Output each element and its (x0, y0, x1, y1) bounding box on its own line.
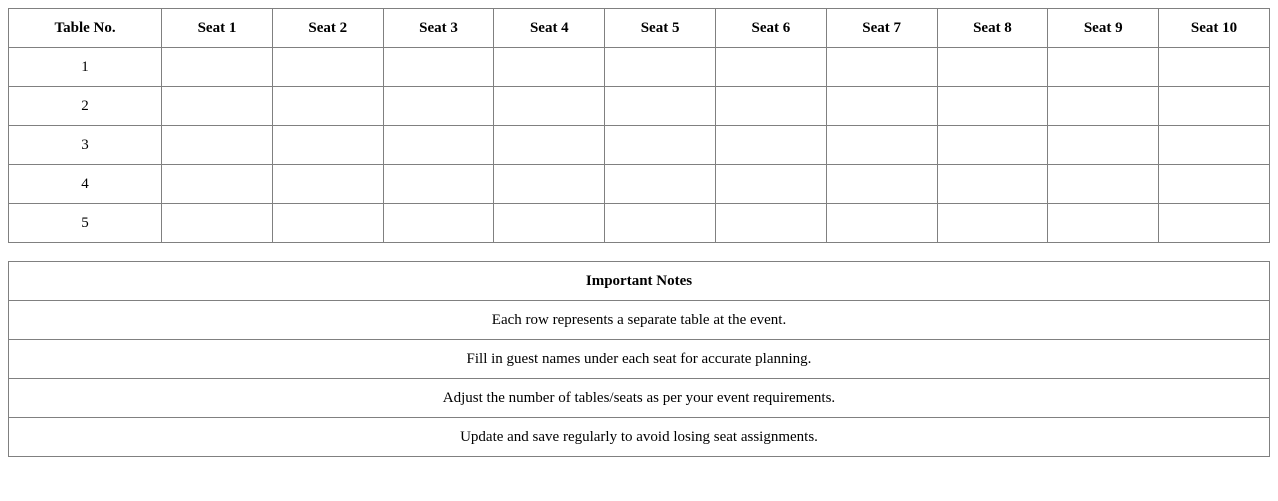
note-row (9, 301, 1270, 340)
seat-cell[interactable] (826, 165, 937, 204)
seat-cell[interactable] (826, 87, 937, 126)
header-seat-6: Seat 6 (715, 9, 826, 48)
seat-cell[interactable] (715, 48, 826, 87)
seat-cell[interactable] (494, 87, 605, 126)
header-seat-1: Seat 1 (162, 9, 273, 48)
table-number-cell: 1 (9, 48, 162, 87)
seat-cell[interactable] (272, 87, 383, 126)
header-seat-5: Seat 5 (605, 9, 716, 48)
seat-cell[interactable] (383, 126, 494, 165)
header-table-no: Table No. (9, 9, 162, 48)
important-notes-table (8, 261, 1270, 457)
seat-cell[interactable] (605, 48, 716, 87)
seat-cell[interactable] (494, 204, 605, 243)
seat-cell[interactable] (826, 204, 937, 243)
note-text: Adjust the number of tables/seats as per your event requirements. (9, 379, 1270, 418)
seat-cell[interactable] (383, 87, 494, 126)
seat-cell[interactable] (605, 126, 716, 165)
table-row (9, 126, 1270, 165)
seat-cell[interactable] (1159, 165, 1270, 204)
seat-cell[interactable] (715, 87, 826, 126)
seat-cell[interactable] (494, 48, 605, 87)
table-number-cell: 2 (9, 87, 162, 126)
seat-cell[interactable] (162, 48, 273, 87)
seat-cell[interactable] (1159, 204, 1270, 243)
table-number-cell: 3 (9, 126, 162, 165)
table-row (9, 87, 1270, 126)
header-seat-3: Seat 3 (383, 9, 494, 48)
table-row (9, 204, 1270, 243)
seat-cell[interactable] (1048, 48, 1159, 87)
seat-cell[interactable] (272, 204, 383, 243)
seat-cell[interactable] (1159, 87, 1270, 126)
seat-cell[interactable] (494, 165, 605, 204)
seat-cell[interactable] (383, 165, 494, 204)
header-seat-2: Seat 2 (272, 9, 383, 48)
seat-cell[interactable] (162, 126, 273, 165)
note-row (9, 379, 1270, 418)
seat-cell[interactable] (1159, 126, 1270, 165)
seat-cell[interactable] (715, 126, 826, 165)
seat-cell[interactable] (937, 204, 1048, 243)
notes-title: Important Notes (9, 262, 1270, 301)
seat-cell[interactable] (383, 204, 494, 243)
seat-cell[interactable] (605, 204, 716, 243)
table-row (9, 165, 1270, 204)
note-text: Update and save regularly to avoid losing seat assignments. (9, 418, 1270, 457)
seat-cell[interactable] (605, 165, 716, 204)
seat-cell[interactable] (162, 204, 273, 243)
header-row (9, 9, 1270, 48)
seat-cell[interactable] (715, 204, 826, 243)
seat-cell[interactable] (1048, 87, 1159, 126)
seat-cell[interactable] (272, 165, 383, 204)
table-number-cell: 5 (9, 204, 162, 243)
seat-cell[interactable] (1048, 165, 1159, 204)
seat-cell[interactable] (162, 165, 273, 204)
header-seat-9: Seat 9 (1048, 9, 1159, 48)
seat-cell[interactable] (272, 48, 383, 87)
seat-cell[interactable] (162, 87, 273, 126)
seat-cell[interactable] (494, 126, 605, 165)
seat-cell[interactable] (272, 126, 383, 165)
header-seat-7: Seat 7 (826, 9, 937, 48)
seat-cell[interactable] (715, 165, 826, 204)
seat-cell[interactable] (605, 87, 716, 126)
seat-cell[interactable] (1048, 126, 1159, 165)
notes-header-row (9, 262, 1270, 301)
table-row (9, 48, 1270, 87)
seat-cell[interactable] (1159, 48, 1270, 87)
table-number-cell: 4 (9, 165, 162, 204)
note-row (9, 340, 1270, 379)
note-row (9, 418, 1270, 457)
seat-cell[interactable] (826, 48, 937, 87)
note-text: Fill in guest names under each seat for accurate planning. (9, 340, 1270, 379)
seating-chart-table (8, 8, 1270, 243)
header-seat-4: Seat 4 (494, 9, 605, 48)
seat-cell[interactable] (1048, 204, 1159, 243)
seat-cell[interactable] (937, 48, 1048, 87)
header-seat-8: Seat 8 (937, 9, 1048, 48)
seat-cell[interactable] (383, 48, 494, 87)
seat-cell[interactable] (937, 87, 1048, 126)
seat-cell[interactable] (826, 126, 937, 165)
header-seat-10: Seat 10 (1159, 9, 1270, 48)
note-text: Each row represents a separate table at the event. (9, 301, 1270, 340)
seat-cell[interactable] (937, 165, 1048, 204)
seat-cell[interactable] (937, 126, 1048, 165)
